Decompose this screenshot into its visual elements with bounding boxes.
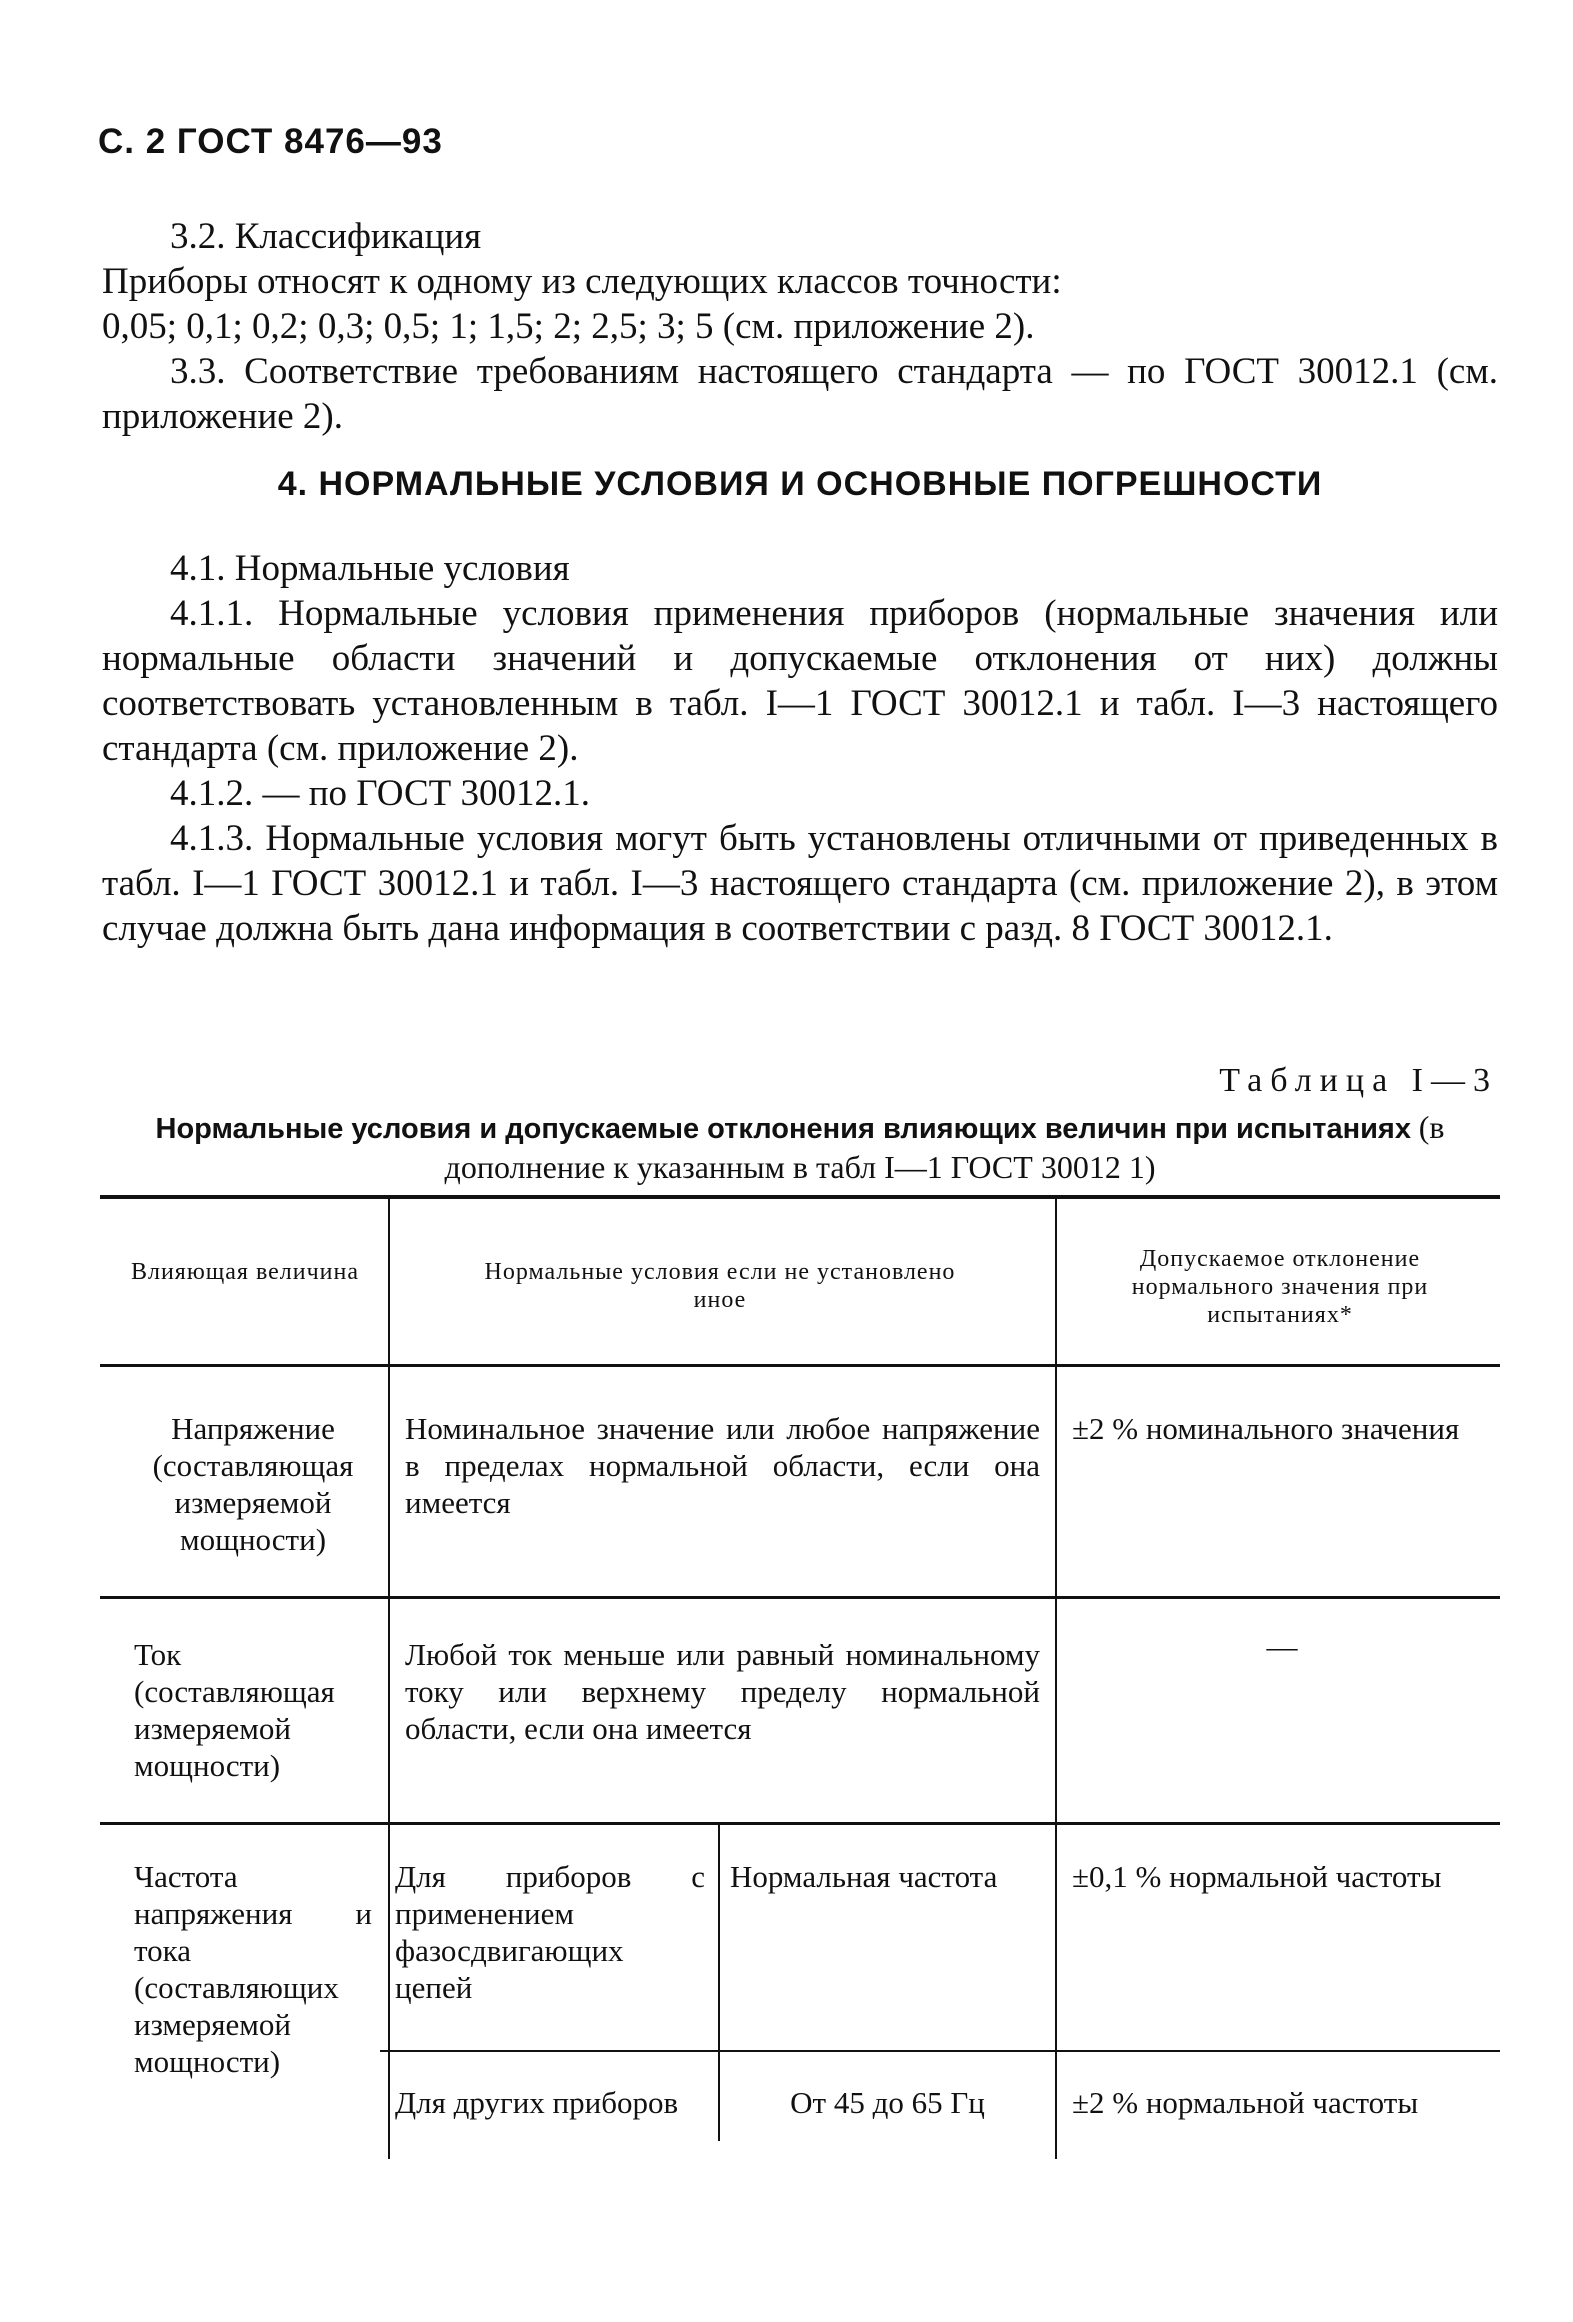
section-4	[102, 546, 1498, 951]
table-caption-bold: Нормальные условия и допускаемые отклонения влияющих величин при испытаниях	[155, 1113, 1411, 1145]
row-1-bottom-rule	[100, 1596, 1500, 1599]
accuracy-classes: 0,05; 0,1; 0,2; 0,3; 0,5; 1; 1,5; 2; 2,5; 3; 5 (см. приложение 2).	[102, 306, 1035, 347]
row-2-bottom-rule	[100, 1822, 1500, 1825]
row3-sub1-devices: Для приборов с применением фазосдвигающих цепей	[395, 1859, 705, 2005]
clause-4-1: 4.1. Нормальные условия	[170, 548, 570, 589]
row3-sub1-deviation: ±0,1 % нормальной частоты	[1072, 1859, 1442, 1894]
row1-quantity: Напряжение (составляющая измеряемой мощности)	[152, 1411, 354, 1557]
clause-4-1-2: 4.1.2. — по ГОСТ 30012.1.	[170, 773, 590, 814]
row2-conditions: Любой ток меньше или равный номинальному току или верхнему пределу нормальной области, если она имеется	[405, 1637, 1040, 1746]
section-4-title: 4. НОРМАЛЬНЫЕ УСЛОВИЯ И ОСНОВНЫЕ ПОГРЕШНОСТИ	[277, 465, 1323, 503]
row2-quantity: Ток (составляющая измеряемой мощности)	[134, 1637, 335, 1783]
table-caption	[100, 1108, 1500, 1187]
clause-4-1-1: 4.1.1. Нормальные условия применения приборов (нормальные значения или нормальные области значений и допускаемые отклонения от них) должны соответствовать установленным в табл. I—1 ГОСТ 30012.1 и табл. I—3 настоящего стандарта (см. приложение 2).	[102, 593, 1498, 769]
section-3	[102, 214, 1498, 439]
col-divider-2	[1055, 1199, 1057, 2159]
table-label: Таблица I—3	[1219, 1062, 1498, 1099]
header-quantity: Влияющая величина	[130, 1259, 360, 1285]
page-header: С. 2 ГОСТ 8476—93	[98, 122, 443, 161]
row3-sub2-conditions: От 45 до 65 Гц	[790, 2085, 985, 2120]
sub-col-divider	[718, 1825, 720, 2141]
clause-4-1-3: 4.1.3. Нормальные условия могут быть установлены отличными от приведенных в табл. I—1 ГОСТ 30012.1 и табл. I—3 настоящего стандарта (см. приложение 2), в этом случае должна быть дана информация в соответствии с разд. 8 ГОСТ 30012.1.	[102, 818, 1498, 949]
clause-3-3: 3.3. Соответствие требованиям настоящего стандарта — по ГОСТ 30012.1 (см. приложение 2).	[102, 351, 1498, 437]
row3-sub2-devices: Для других приборов	[395, 2085, 679, 2120]
row2-deviation: —	[1266, 1629, 1298, 1664]
clause-3-2-text: Приборы относят к одному из следующих классов точности:	[102, 261, 1062, 302]
row1-deviation: ±2 % номинального значения	[1072, 1411, 1460, 1446]
row3-quantity: Частота напряжения и тока (составляющих измеряемой мощности)	[134, 1859, 372, 2079]
row1-conditions: Номинальное значение или любое напряжение в пределах нормальной области, если она имеется	[405, 1411, 1040, 1520]
col-divider-1	[388, 1199, 390, 2159]
header-conditions: Нормальные условия если не установлено иное	[484, 1259, 956, 1313]
table-top-rule	[100, 1195, 1500, 1199]
subrow-rule	[380, 2050, 1500, 2052]
table-caption-regular: (в дополнение к указанным в табл I—1 ГОСТ 30012 1)	[444, 1109, 1445, 1185]
header-deviation: Допускаемое отклонение нормального значения при испытаниях*	[1131, 1246, 1429, 1328]
table-header-rule	[100, 1364, 1500, 1367]
clause-3-2-title: 3.2. Классификация	[170, 216, 482, 257]
row3-sub1-conditions: Нормальная частота	[730, 1859, 998, 1894]
row3-sub2-deviation: ±2 % нормальной частоты	[1072, 2085, 1419, 2120]
